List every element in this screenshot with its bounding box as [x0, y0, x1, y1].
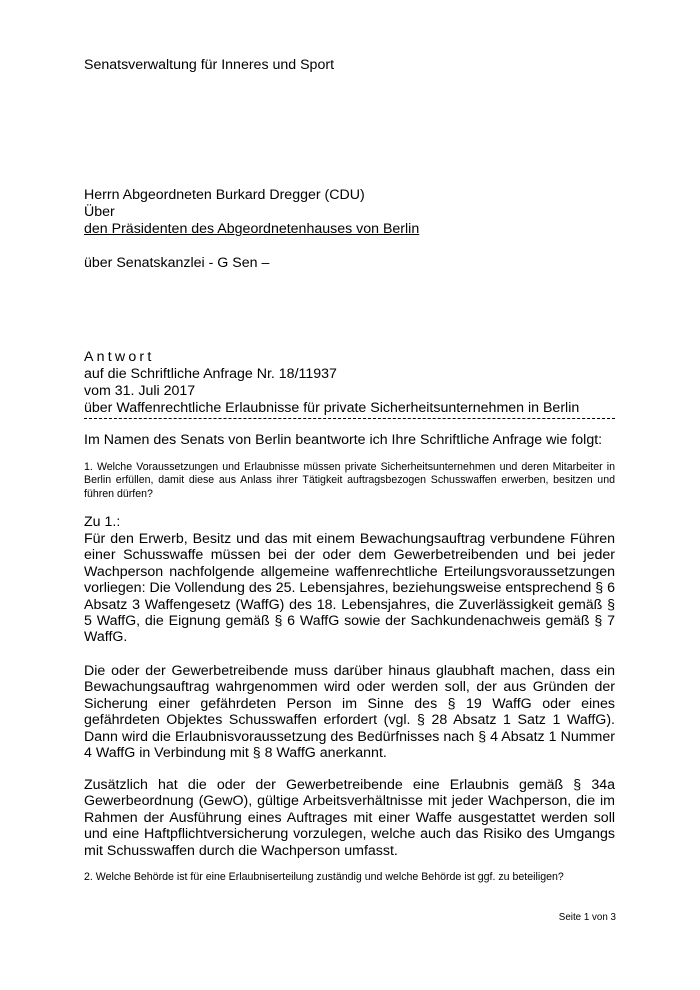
answer-1-paragraph-2: Die oder der Gewerbetreibende muss darüber hinaus glaubhaft machen, dass ein Bewachungsauftrag wahrgenommen wird oder werden soll, der aus Gründen der Sicherung einer gefährdeten Person im Sinne des § 19 WaffG oder eines gefährdeten Objektes Schusswaffen erfordert (vgl. § 28 Absatz 1 Satz 1 WaffG). Dann wird die Erlaubnisvoraussetzung des Bedürfnisses nach § 4 Absatz 1 Nummer 4 WaffG in Verbindung mit § 8 WaffG anerkannt.	[84, 663, 615, 762]
answer-1-paragraph-1: Für den Erwerb, Besitz und das mit einem Bewachungsauftrag verbundene Führen einer Schusswaffe müssen bei der oder dem Gewerbetreibenden und bei jeder Wachperson nachfolgende allgemeine waffenrechtliche Erteilungsvoraussetzungen vorliegen: Die Vollendung des 25. Lebensjahres, beziehungsweise entsprechend § 6 Absatz 3 Waffengesetz (WaffG) des 18. Lebensjahres, die Zuverlässigkeit gemäß § 5 WaffG, die Eignung gemäß § 6 WaffG sowie der Sachkundenachweis gemäß § 7 WaffG.	[84, 531, 615, 646]
intro-text: Im Namen des Senats von Berlin beantworte ich Ihre Schriftliche Anfrage wie folgt:	[84, 432, 603, 448]
address-line-4: über Senatskanzlei - G Sen –	[84, 255, 270, 271]
answer-title: Antwort	[84, 349, 155, 365]
address-line-1: Herrn Abgeordneten Burkard Dregger (CDU)	[84, 187, 365, 203]
dashed-divider	[84, 418, 615, 427]
inquiry-date: vom 31. Juli 2017	[84, 383, 196, 399]
answer-1-paragraph-3: Zusätzlich hat die oder der Gewerbetreibende eine Erlaubnis gemäß § 34a Gewerbeordnung (GewO), gültige Arbeitsverhältnisse mit jeder Wachperson, die im Rahmen der Ausführung eines Auftrages mit einer Waffe ausgestattet werden soll und eine Haftpflichtversicherung vorzulegen, welche auch das Risiko des Umgangs mit Schusswaffen durch die Wachperson umfasst.	[84, 777, 615, 859]
question-1: 1. Welche Voraussetzungen und Erlaubnisse müssen private Sicherheitsunternehmen und deren Mitarbeiter in Berlin erfüllen, damit diese aus Anlass ihrer Tätigkeit auftragsbezogen Schusswaffen erwerben, besitzen und führen dürfen?	[84, 461, 615, 500]
answer-1-label: Zu 1.:	[84, 514, 121, 530]
inquiry-subject: über Waffenrechtliche Erlaubnisse für private Sicherheitsunternehmen in Berlin	[84, 400, 580, 416]
question-2: 2. Welche Behörde ist für eine Erlaubniserteilung zuständig und welche Behörde ist ggf. zu beteiligen?	[84, 871, 564, 883]
address-line-2: Über	[84, 204, 115, 220]
page-number: Seite 1 von 3	[558, 912, 616, 923]
inquiry-number: auf die Schriftliche Anfrage Nr. 18/11937	[84, 366, 337, 382]
sender-line: Senatsverwaltung für Inneres und Sport	[84, 57, 335, 73]
address-line-3: den Präsidenten des Abgeordnetenhauses von Berlin	[84, 221, 420, 237]
